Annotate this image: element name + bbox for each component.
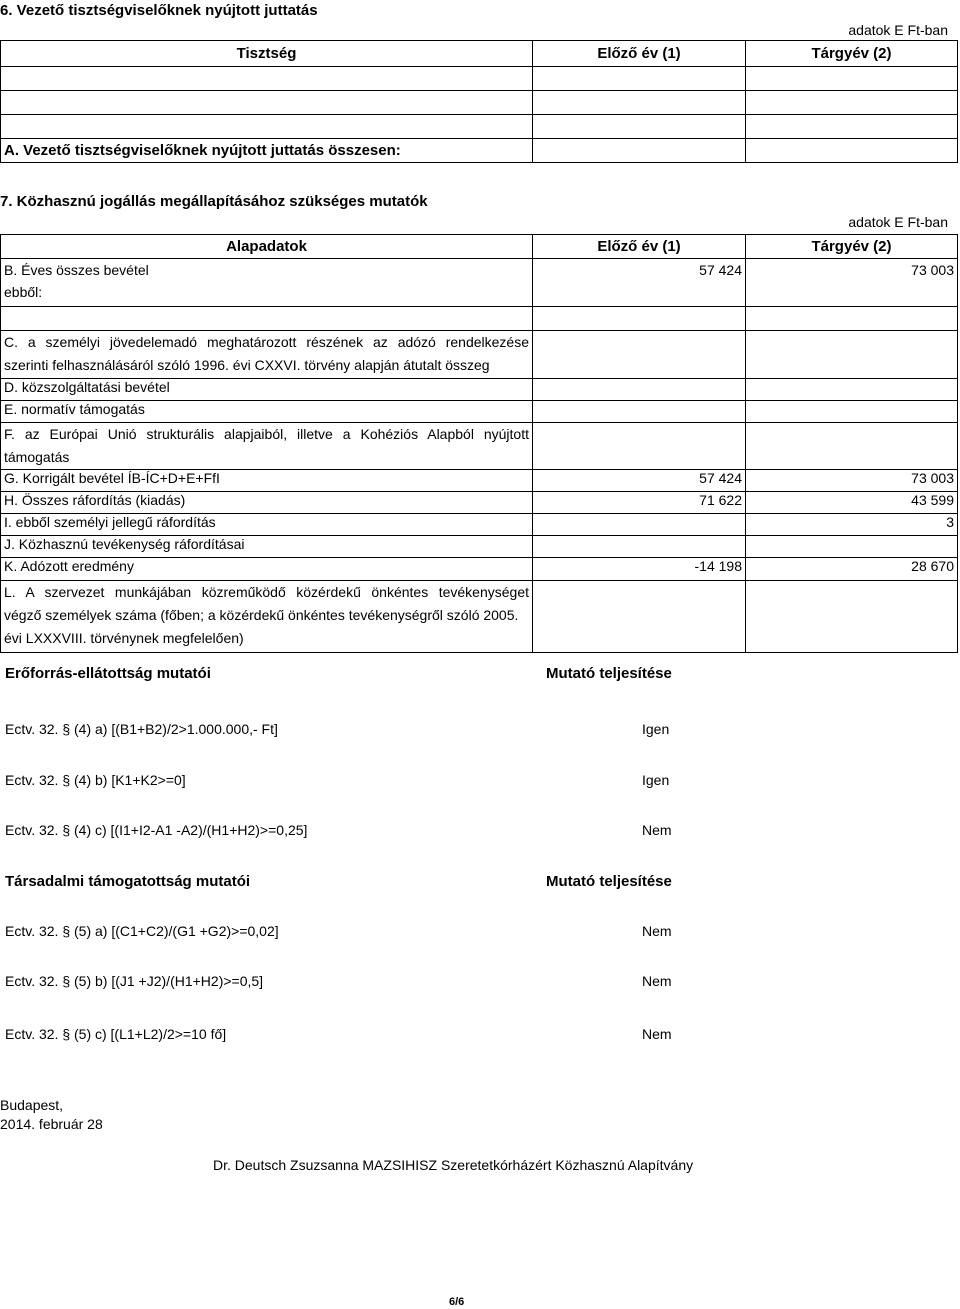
table-row-d [1, 379, 958, 401]
resource-item-c-value: Nem [642, 822, 672, 838]
table-row [1, 91, 958, 115]
resource-item-b-label: Ectv. 32. § (4) b) [K1+K2>=0] [5, 772, 186, 788]
table-row [1, 307, 958, 331]
table-row-k [1, 558, 958, 581]
row-l-line3: évi LXXXVIII. törvénynek megfelelően) [4, 630, 244, 646]
social-item-b-value: Nem [642, 973, 672, 989]
social-result-header: Mutató teljesítése [546, 873, 672, 890]
section7-title: 7. Közhasznú jogállás megállapításához szükséges mutatók [0, 193, 428, 210]
table-row-b [1, 259, 958, 307]
resource-item-a-label: Ectv. 32. § (4) a) [(B1+B2)/2>1.000.000,- Ft] [5, 721, 278, 737]
section6-title: 6. Vezető tisztségviselőknek nyújtott juttatás [0, 2, 318, 19]
section6-total-label: A. Vezető tisztségviselőknek nyújtott juttatás összesen: [1, 139, 533, 163]
header-tisztseg: Tisztség [1, 41, 533, 67]
row-c-line1: C. a személyi jövedelemadó meghatározott részének az adózó rendelkezése [4, 334, 529, 350]
section6-unit: adatok E Ft-ban [848, 22, 948, 38]
row-j-label: J. Közhasznú tevékenység ráfordításai [1, 536, 533, 558]
row-b-sub-label: ebből: [4, 284, 43, 300]
row-h-curr: 43 599 [746, 492, 958, 514]
row-b-curr: 73 003 [746, 259, 958, 307]
table-row-c [1, 331, 958, 379]
resource-item-c-label: Ectv. 32. § (4) c) [(I1+I2-A1 -A2)/(H1+H2)>=0,25] [5, 822, 308, 838]
table-row-e [1, 401, 958, 423]
social-title: Társadalmi támogatottság mutatói [5, 873, 251, 890]
table-row-j [1, 536, 958, 558]
table-row-l [1, 581, 958, 653]
row-g-curr: 73 003 [746, 470, 958, 492]
page-number: 6/6 [449, 1296, 465, 1308]
table-row [1, 67, 958, 91]
footer-signatory: Dr. Deutsch Zsuzsanna MAZSIHISZ Szeretetkórházért Közhasznú Alapítvány [213, 1157, 694, 1173]
resource-item-a-value: Igen [642, 721, 670, 737]
table-row-f [1, 423, 958, 470]
row-d-label: D. közszolgáltatási bevétel [1, 379, 533, 401]
row-k-prev: -14 198 [533, 558, 746, 581]
header-alapadatok: Alapadatok [1, 235, 533, 259]
resource-result-header: Mutató teljesítése [546, 665, 672, 682]
row-h-prev: 71 622 [533, 492, 746, 514]
row-g-label: G. Korrigált bevétel ÍB-ÍC+D+E+FfI [1, 470, 533, 492]
resource-item-b-value: Igen [642, 772, 670, 788]
section6-table [0, 40, 958, 163]
row-g-prev: 57 424 [533, 470, 746, 492]
row-h-label: H. Összes ráfordítás (kiadás) [1, 492, 533, 514]
row-k-curr: 28 670 [746, 558, 958, 581]
section7-table [0, 234, 958, 653]
header-prev-year: Előző év (1) [533, 41, 746, 67]
table-header-row [1, 41, 958, 67]
table-row [1, 139, 958, 163]
table-row-h [1, 492, 958, 514]
footer-city: Budapest, [0, 1097, 64, 1113]
section7-unit: adatok E Ft-ban [848, 214, 948, 230]
row-i-prev [533, 514, 746, 536]
row-b-prev: 57 424 [533, 259, 746, 307]
row-f-line2: támogatás [4, 449, 70, 465]
table-header-row [1, 235, 958, 259]
row-e-label: E. normatív támogatás [1, 401, 533, 423]
header-curr-year: Tárgyév (2) [746, 235, 958, 259]
row-f-line1: F. az Európai Unió strukturális alapjaiból, illetve a Kohéziós Alapból nyújtott [4, 426, 529, 442]
social-item-c-value: Nem [642, 1026, 672, 1042]
row-l-line2: végző személyek száma (főben; a közérdekű önkéntes tevékenységről szóló 2005. [4, 607, 519, 623]
table-row [1, 115, 958, 139]
social-item-a-value: Nem [642, 923, 672, 939]
row-i-label: I. ebből személyi jellegű ráfordítás [1, 514, 533, 536]
row-b-label: B. Éves összes bevétel [4, 262, 149, 278]
table-row-i [1, 514, 958, 536]
social-item-c-label: Ectv. 32. § (5) c) [(L1+L2)/2>=10 fő] [5, 1026, 227, 1042]
header-curr-year: Tárgyév (2) [746, 41, 958, 67]
table-row-g [1, 470, 958, 492]
row-l-line1: L. A szervezet munkájában közreműködő közérdekű önkéntes tevékenységet [4, 584, 529, 600]
social-item-a-label: Ectv. 32. § (5) a) [(C1+C2)/(G1 +G2)>=0,02] [5, 923, 279, 939]
header-prev-year: Előző év (1) [533, 235, 746, 259]
resource-title: Erőforrás-ellátottság mutatói [5, 665, 211, 682]
row-i-curr: 3 [746, 514, 958, 536]
row-k-label: K. Adózott eredmény [1, 558, 533, 581]
row-c-line2: szerinti felhasználásáról szóló 1996. évi CXXVI. törvény alapján átutalt összeg [4, 357, 490, 373]
social-item-b-label: Ectv. 32. § (5) b) [(J1 +J2)/(H1+H2)>=0,5] [5, 973, 264, 989]
footer-date: 2014. február 28 [0, 1116, 103, 1132]
